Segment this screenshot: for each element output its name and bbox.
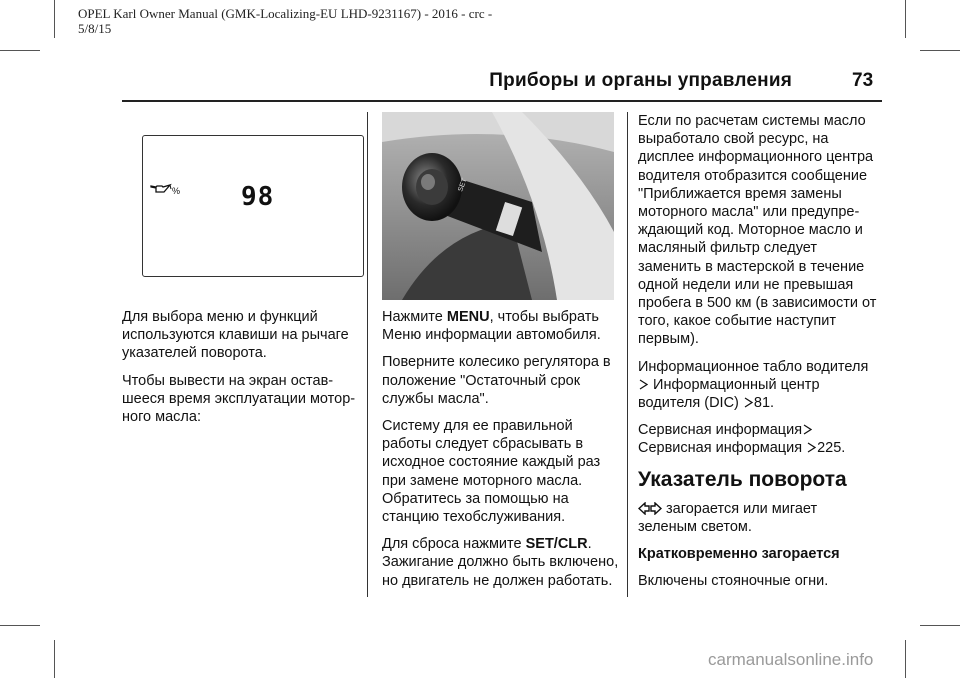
page-number: 73 [852,70,874,91]
paragraph: Поверните колесико регулятора в положение "Остаточный срок службы масла". [382,354,611,407]
paragraph [638,421,878,457]
crop-mark [905,640,906,678]
paragraph [638,358,878,413]
oil-can-icon [150,183,172,195]
column-divider [627,112,628,597]
print-meta-line1: OPEL Karl Owner Manual (GMK-Localizing-EU LHD-9231167) - 2016 - crc - [78,6,493,21]
crop-mark [54,640,55,678]
text: Сервисная информация [638,440,807,457]
paragraph: Систему для ее правильной работы следует сбрасывать в исходное состояние каждый раз при замене моторного масла. Обратитесь за помощью на станцию техобслуживания. [382,418,601,526]
oil-life-display-figure [142,135,364,277]
column-2 [382,308,620,599]
text: Для сброса нажмите [382,536,526,553]
text: Информационное табло водителя [638,358,869,375]
page-reference-link[interactable]: 81. [753,395,775,412]
text: . Зажигание должно быть включено, но двигатель не должен работать. [382,536,619,589]
cross-reference-icon [803,424,812,435]
percent-sign: % [172,186,181,196]
paragraph: Включены стояночные огни. [638,573,829,590]
subheading: Кратковременно загорается [638,546,840,563]
svg-text:SET: SET [457,177,469,193]
text: Информационный центр водителя (DIC) [638,376,820,412]
column-divider [367,112,368,597]
crop-mark [0,625,40,626]
paragraph: Чтобы вывести на экран остав-шееся время эксплуатации мотор-ного масла: [122,372,356,426]
cross-reference-icon [639,379,648,390]
oil-life-value: 98 [241,182,275,212]
text: Нажмите [382,309,447,325]
paragraph [382,535,620,590]
section-heading: Указатель поворота [638,467,847,491]
cross-reference-icon [807,442,816,453]
page-title: Приборы и органы управления [489,70,792,91]
crop-mark [920,50,960,51]
watermark: carmanualsonline.info [708,650,874,669]
cross-reference-icon [744,397,753,408]
print-meta [78,6,538,36]
lever-illustration [382,112,614,300]
crop-mark [54,0,55,38]
turn-signal-lever-photo [382,112,614,300]
column-3 [638,112,878,599]
page-reference-link[interactable]: 225. [817,440,846,457]
paragraph: Для выбора меню и функций используются клавиши на рычаге указателей поворота. [122,309,349,362]
crop-mark [0,50,40,51]
text: загорается или мигает зеленым светом. [638,500,818,535]
crop-mark [920,625,960,626]
text: , чтобы выбрать Меню информации автомобиля. [382,309,601,344]
print-meta-line2: 5/8/15 [78,21,112,36]
column-1 [122,308,360,435]
title-rule [122,100,882,102]
text: Сервисная информация [638,422,803,439]
paragraph: Если по расчетам системы масло выработало свой ресурс, на дисплее информационного центра водителя отобразится сообщение "Приближается время замены моторного масла" или предупре-ждающий код. Моторное масло и масляный фильтр следует заменить в мастерской в течение одной недели или не превышая пробега в 500 км (в зависимости от того, какое событие наступит первым). [638,113,877,348]
paragraph [382,308,620,344]
key-label-menu: MENU [446,309,490,325]
crop-mark [905,0,906,38]
turn-signal-arrows-icon [638,502,662,515]
paragraph [638,500,878,536]
key-label-set-clr: SET/CLR [525,536,588,553]
